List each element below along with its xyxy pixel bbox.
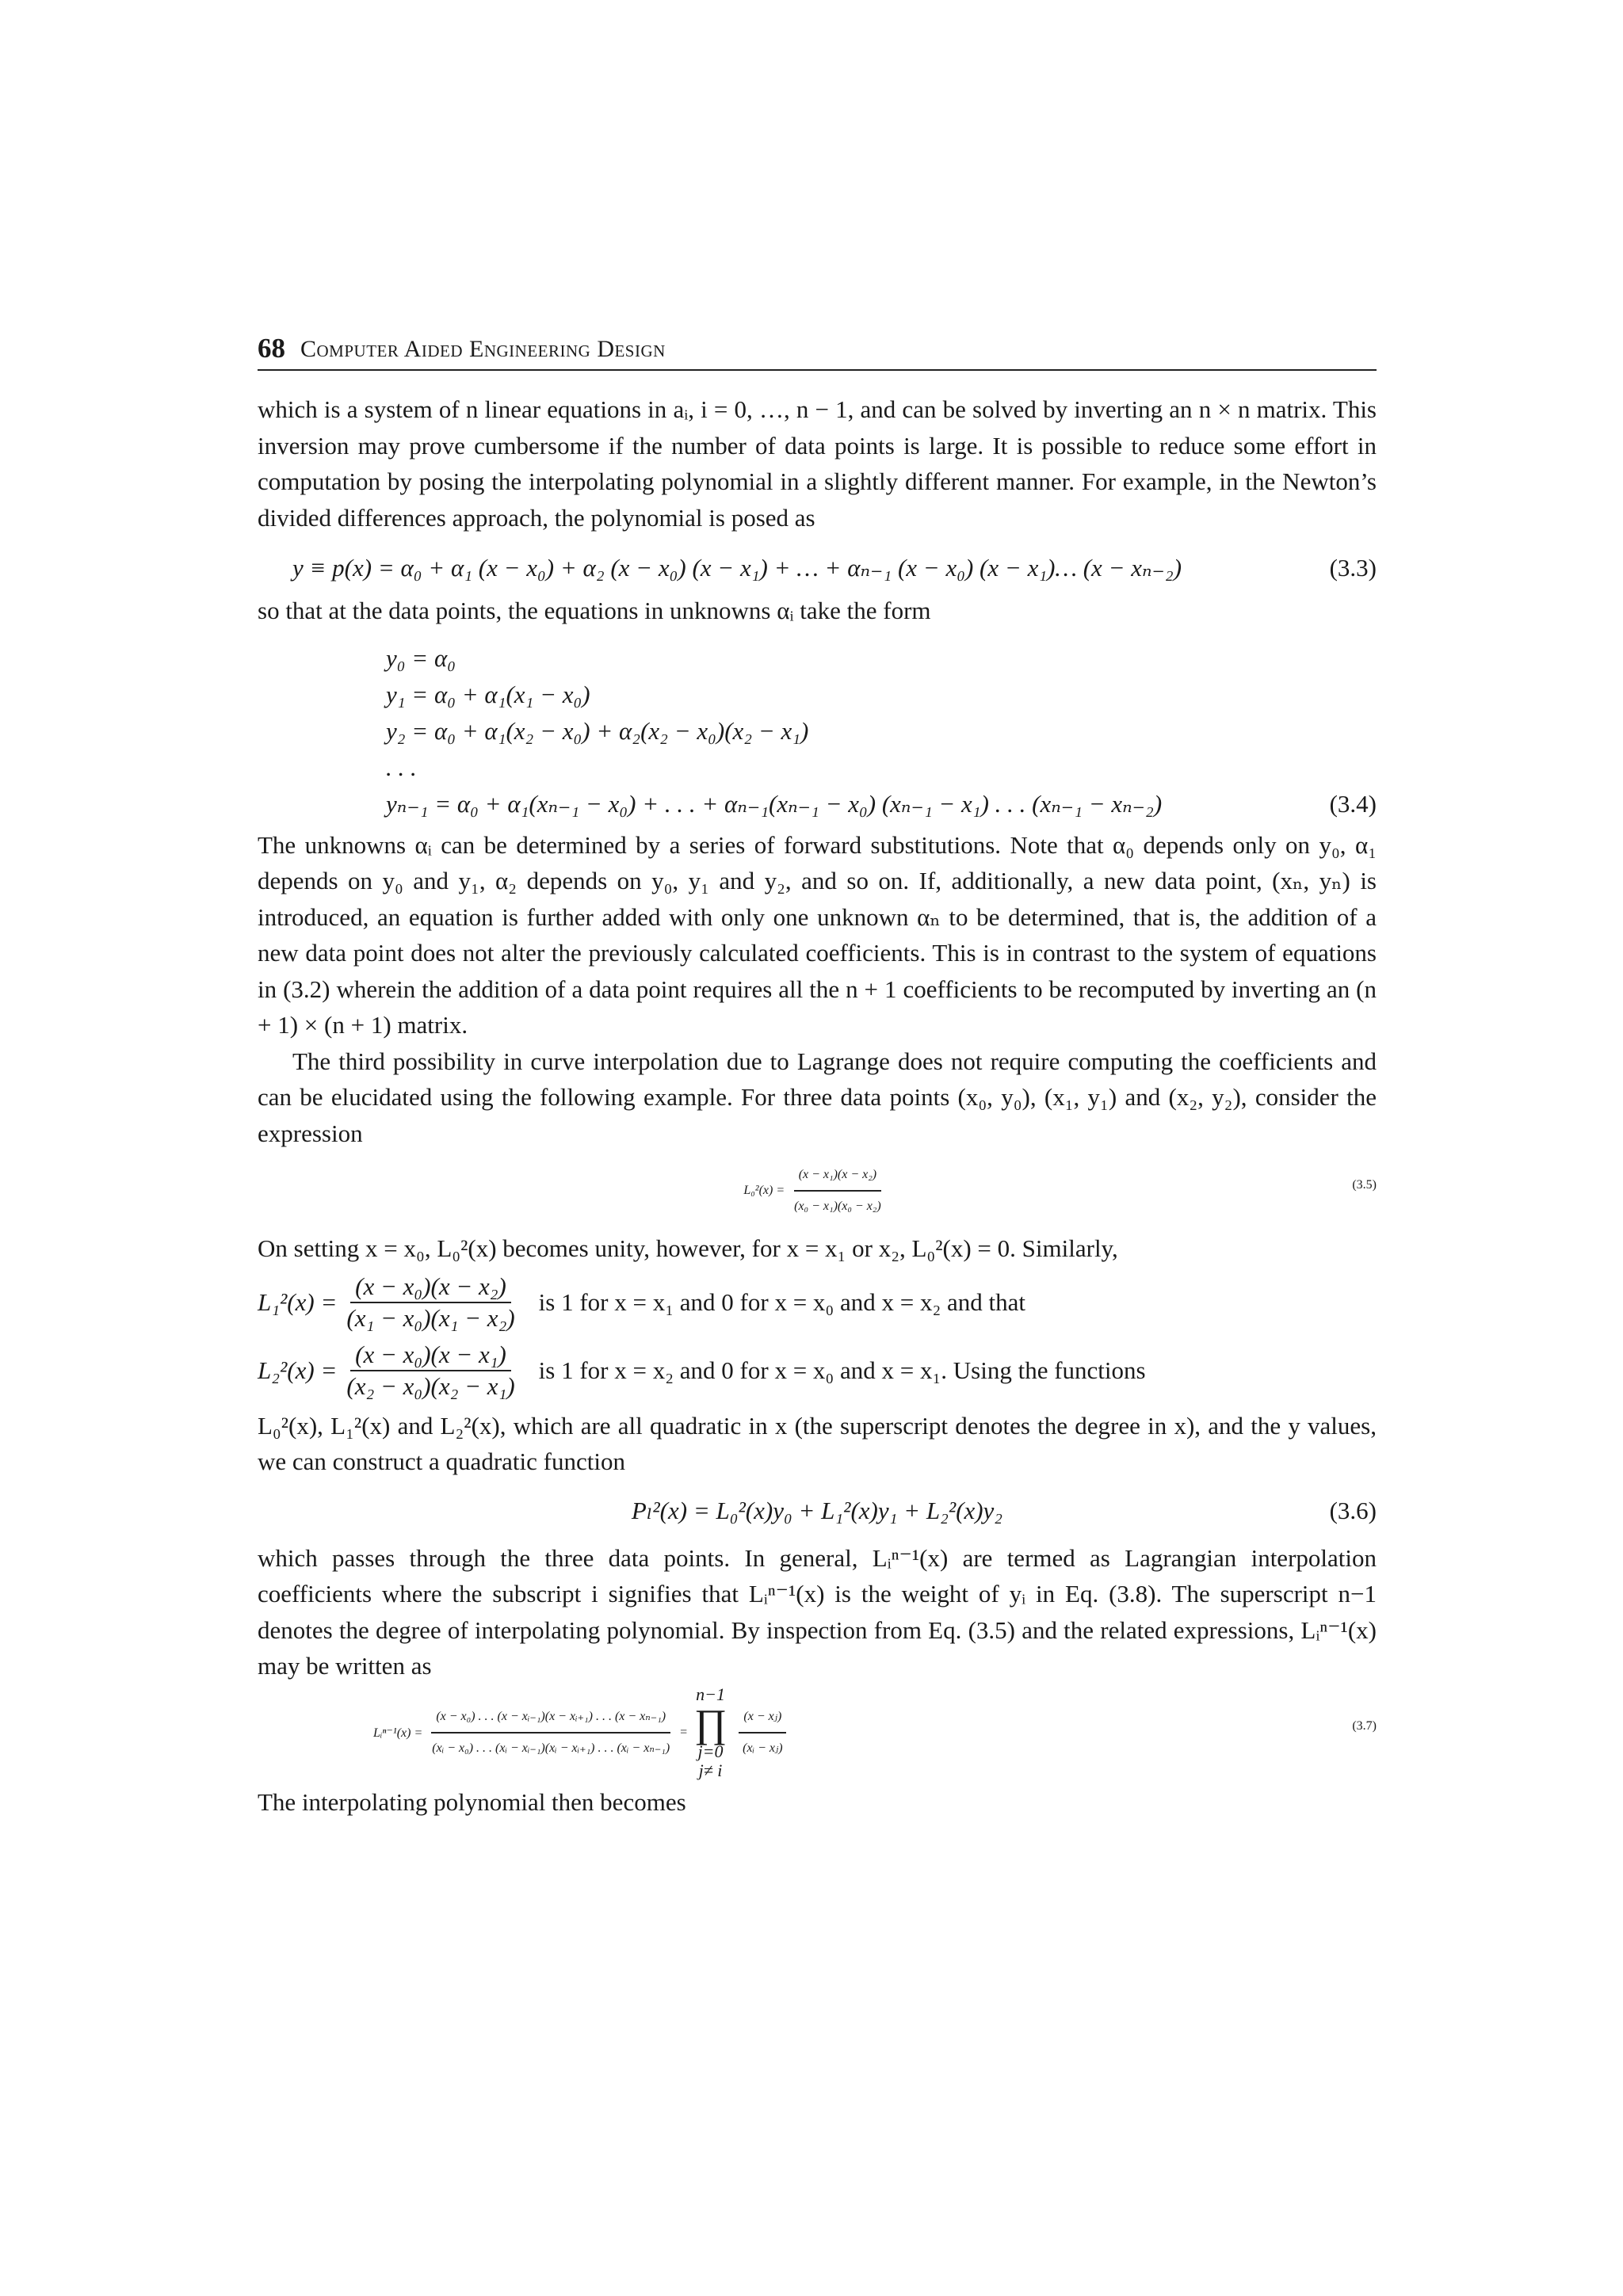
product-upper-limit: n−1 bbox=[696, 1684, 725, 1704]
product-symbol: ∏ bbox=[693, 1700, 727, 1745]
equation-3-6 bbox=[258, 1486, 1377, 1535]
fraction-denominator: (xᵢ − xⱼ) bbox=[743, 1741, 783, 1755]
fraction-numerator: (x − x₁)(x − x₂) bbox=[794, 1161, 881, 1192]
paragraph-unknowns: so that at the data points, the equations in unknowns αᵢ take the form bbox=[258, 597, 931, 624]
product-lower-limit: j=0 bbox=[697, 1741, 724, 1761]
running-title: Computer Aided Engineering Design bbox=[300, 336, 666, 362]
equation-lhs: Lᵢⁿ⁻¹(x) = bbox=[373, 1726, 423, 1740]
fraction-denominator: (x₁ − x₀)(x₁ − x₂) bbox=[346, 1303, 515, 1332]
equation-number: (3.7) bbox=[1352, 1718, 1377, 1733]
paragraph-quadratic: L₀²(x), L₁²(x) and L₂²(x), which are all quadratic in x (the superscript denotes the degree in x), and the y values, we can construct a quadratic function bbox=[258, 1411, 1377, 1475]
equation-lhs: L₁²(x) = bbox=[258, 1287, 338, 1316]
fraction bbox=[427, 1703, 674, 1762]
system-line: . . . bbox=[386, 753, 417, 781]
fraction-denominator: (x₂ − x₀)(x₂ − x₁) bbox=[346, 1371, 515, 1400]
equation-3-7 bbox=[258, 1684, 1377, 1780]
fraction-numerator: (x − x₀) . . . (x − xᵢ₋₁)(x − xᵢ₊₁) . . . (x − xₙ₋₁) bbox=[431, 1703, 670, 1733]
running-header bbox=[258, 333, 1377, 371]
equals-sign: = bbox=[679, 1725, 688, 1739]
paragraph-closing: The interpolating polynomial then becomes bbox=[258, 1787, 686, 1816]
equation-number: (3.4) bbox=[1329, 789, 1377, 818]
paragraph-lagrange-intro: The third possibility in curve interpolation due to Lagrange does not require computing the coefficients and can be elucidated using the following example. For three data points (x₀, y₀), (x₁, y₁) and (x₂, y₂), consider the expression bbox=[258, 1047, 1377, 1147]
fraction bbox=[342, 1273, 519, 1332]
fraction-denominator: (x₀ − x₁)(x₀ − x₂) bbox=[794, 1199, 881, 1213]
l2-definition bbox=[258, 1341, 1377, 1400]
equation-number: (3.6) bbox=[1329, 1496, 1377, 1524]
equation-3-6-body: Pₗ²(x) = L₀²(x)y₀ + L₁²(x)y₁ + L₂²(x)y₂ bbox=[631, 1496, 1003, 1524]
book-page bbox=[258, 333, 1377, 1820]
system-line-last: yₙ₋₁ = α₀ + α₁(xₙ₋₁ − x₀) + . . . + αₙ₋₁(xₙ₋₁ − x₀) (xₙ₋₁ − x₁) . . . (xₙ₋₁ − xₙ₋₂) bbox=[386, 789, 1163, 818]
paragraph-intro: which is a system of n linear equations in aᵢ, i = 0, …, n − 1, and can be solved by inverting an n × n matrix. This inversion may prove cumbersome if the number of data points is large. It is possible to reduce some effort in computation by posing the interpolating polynomial in a slightly different manner. For example, in the Newton’s divided differences approach, the polynomial is posed as bbox=[258, 395, 1377, 532]
fraction-numerator: (x − x₀)(x − x₁) bbox=[350, 1341, 511, 1371]
page-number: 68 bbox=[258, 333, 285, 364]
product-operator bbox=[694, 1685, 727, 1780]
system-line: y₀ = α₀ bbox=[386, 643, 456, 672]
paragraph-forward-substitution: The unknowns αᵢ can be determined by a series of forward substitutions. Note that α₀ depends only on y₀, α₁ depends on y₀ and y₁, α₂ depends on y₀, y₁ and y₂, and so on. If, additionally, a new data point, (xₙ, yₙ) is introduced, an equation is further added with only one unknown αₙ to be determined, that is, the addition of a new data point does not alter the previously calculated coefficients. This is in contrast to the system of equations in (3.2) wherein the addition of a data point requires all the n + 1 coefficients to be recomputed by inverting an (n + 1) × (n + 1) matrix. bbox=[258, 830, 1377, 1039]
system-line bbox=[386, 786, 1377, 822]
equation-number: (3.3) bbox=[1329, 554, 1377, 582]
equation-number: (3.5) bbox=[1352, 1178, 1377, 1192]
fraction-numerator: (x − xⱼ) bbox=[739, 1703, 786, 1733]
fraction-numerator: (x − x₀)(x − x₂) bbox=[350, 1273, 511, 1303]
paragraph-general: which passes through the three data points. In general, Lᵢⁿ⁻¹(x) are termed as Lagrangian interpolation coefficients where the subscript i signifies that Lᵢⁿ⁻¹(x) is the weight of yᵢ in Eq. (3.8). The superscript n−1 denotes the degree of interpolating polynomial. By inspection from Eq. (3.5) and the related expressions, Lᵢⁿ⁻¹(x) may be written as bbox=[258, 1543, 1377, 1680]
equation-3-3 bbox=[258, 543, 1377, 593]
equation-lhs: L₂²(x) = bbox=[258, 1356, 338, 1384]
paragraph-setting: On setting x = x₀, L₀²(x) becomes unity, however, for x = x₁ or x₂, L₀²(x) = 0. Similarly, bbox=[258, 1234, 1118, 1262]
system-line: y₁ = α₀ + α₁(x₁ − x₀) bbox=[386, 680, 590, 708]
equation-lhs: L₀²(x) = bbox=[743, 1184, 785, 1197]
fraction-denominator: (xᵢ − x₀) . . . (xᵢ − xᵢ₋₁)(xᵢ − xᵢ₊₁) . . . (xᵢ − xₙ₋₁) bbox=[432, 1741, 670, 1755]
l1-definition bbox=[258, 1273, 1377, 1332]
definition-text: is 1 for x = x₁ and 0 for x = x₀ and x = x₂ and that bbox=[538, 1287, 1026, 1316]
fraction bbox=[738, 1703, 787, 1762]
equation-3-5 bbox=[258, 1151, 1377, 1230]
system-line: y₂ = α₀ + α₁(x₂ − x₀) + α₂(x₂ − x₀)(x₂ − x₁) bbox=[386, 716, 809, 745]
fraction bbox=[789, 1161, 886, 1220]
definition-text: is 1 for x = x₂ and 0 for x = x₀ and x = x₁. Using the functions bbox=[538, 1356, 1146, 1384]
product-condition: j≠ i bbox=[698, 1760, 723, 1780]
equation-3-4 bbox=[386, 640, 1377, 822]
fraction bbox=[342, 1341, 519, 1400]
equation-3-3-body: y ≡ p(x) = α₀ + α₁ (x − x₀) + α₂ (x − x₀) (x − x₁) + … + αₙ₋₁ (x − x₀) (x − x₁)… (x − xₙ₋₂) bbox=[292, 554, 1182, 582]
